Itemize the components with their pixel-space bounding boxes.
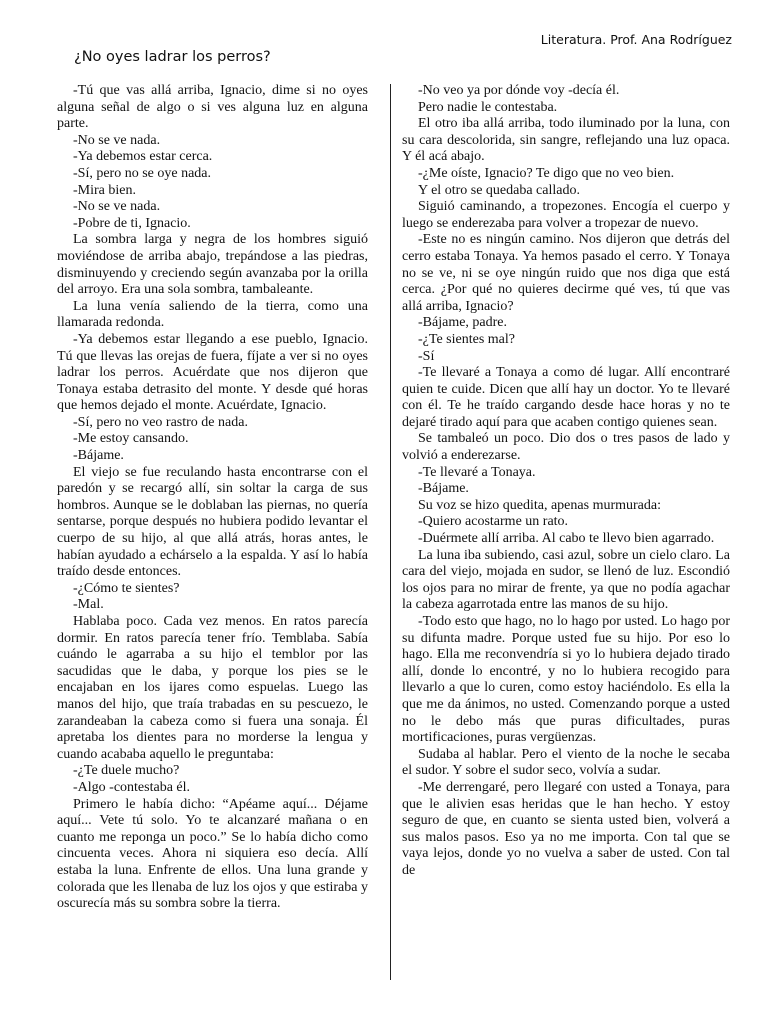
paragraph: -¿Cómo te sientes? bbox=[73, 580, 180, 596]
paragraph: -Me derrengaré, pero llegaré con usted a Tonaya, para que le alivien esas heridas que le han hecho. Y estoy seguro de que, en cuanto se sienta usted bien, volverá a sus malos pasos. Eso ya no me importa. Con tal que se vaya lejos, donde yo no vuelva a saber de usted. Con tal de bbox=[402, 779, 730, 878]
story-title: ¿No oyes ladrar los perros? bbox=[74, 49, 271, 65]
paragraph: -Mira bien. bbox=[73, 182, 136, 198]
paragraph: Siguió caminando, a tropezones. Encogía el cuerpo y luego se enderezaba para volver a tropezar de nuevo. bbox=[402, 199, 730, 231]
paragraph: -Sí bbox=[418, 348, 435, 364]
paragraph: -¿Me oíste, Ignacio? Te digo que no veo bien. bbox=[418, 165, 675, 181]
paragraph: -Bájame. bbox=[73, 448, 124, 464]
page-header: Literatura. Prof. Ana Rodríguez bbox=[540, 32, 732, 47]
paragraph: -Algo -contestaba él. bbox=[73, 779, 191, 795]
paragraph: -Pobre de ti, Ignacio. bbox=[73, 215, 191, 231]
paragraph: -Ya debemos estar cerca. bbox=[73, 149, 213, 165]
paragraph: -¿Te duele mucho? bbox=[73, 763, 180, 779]
paragraph: La luna iba subiendo, casi azul, sobre un cielo claro. La cara del viejo, mojada en sudor, se llenó de luz. Escondió los ojos para no mirar de frente, ya que no podía agachar la cabeza agarrotada entre las manos de su hijo. bbox=[402, 547, 730, 613]
paragraph: -¿Te sientes mal? bbox=[418, 331, 515, 347]
paragraph: -Duérmete allí arriba. Al cabo te llevo bien agarrado. bbox=[418, 531, 715, 547]
paragraph: -Tú que vas allá arriba, Ignacio, dime si no oyes alguna señal de algo o si ves alguna luz en alguna parte. bbox=[57, 83, 368, 132]
paragraph: Sudaba al hablar. Pero el viento de la noche le secaba el sudor. Y sobre el sudor seco, volvía a sudar. bbox=[402, 746, 730, 779]
paragraph: Su voz se hizo quedita, apenas murmurada: bbox=[418, 497, 661, 513]
paragraph: -Todo esto que hago, no lo hago por usted. Lo hago por su difunta madre. Porque usted fue su hijo. Por eso lo hago. Ella me reconvendría si yo lo hubiera dejado tirado allí, donde lo encontré, y no lo hubiera recogido para llevarlo a que lo curen, como estoy haciéndolo. Es ella la que me da ánimos, no usted. Comenzando porque a usted no le debo más que puras dificultades, puras mortificaciones, puras vergüenzas. bbox=[402, 614, 730, 746]
paragraph: -Te llevaré a Tonaya a como dé lugar. Allí encontraré quien te cuide. Dicen que allí hay un doctor. Yo te llevaré con él. Te he traído cargando desde hace horas y no te dejaré tirado aquí para que acaben contigo quienes sean. bbox=[402, 365, 730, 430]
paragraph: -No se ve nada. bbox=[73, 132, 161, 148]
right-column bbox=[402, 83, 730, 880]
paragraph: La sombra larga y negra de los hombres siguió moviéndose de arriba abajo, trepándose a las piedras, disminuyendo y creciendo según avanzaba por la orilla del arroyo. Era una sola sombra, tambaleante. bbox=[57, 232, 368, 298]
paragraph: El otro iba allá arriba, todo iluminado por la luna, con su cara descolorida, sin sangre, reflejando una luz opaca. Y él acá abajo. bbox=[402, 116, 730, 165]
paragraph: El viejo se fue reculando hasta encontrarse con el paredón y se recargó allí, sin soltar la carga de sus hombros. Aunque se le doblaban las piernas, no quería sentarse, porque después no hubiera podido levantar el cuerpo de su hijo, al que allá atrás, horas antes, le habían ayudado a echárselo a la espalda. Y así lo había traído desde entonces. bbox=[57, 464, 368, 580]
paragraph: -Ya debemos estar llegando a ese pueblo, Ignacio. Tú que llevas las orejas de fuera, fíjate a ver si no oyes ladrar los perros. Acuérdate que nos dijeron que Tonaya estaba detrasito del monte. Y desde qué horas que hemos dejado el monte. Acuérdate, Ignacio. bbox=[57, 331, 368, 414]
paragraph: -No veo ya por dónde voy -decía él. bbox=[418, 83, 620, 98]
paragraph: -Bájame, padre. bbox=[418, 315, 508, 331]
paragraph: -Quiero acostarme un rato. bbox=[418, 514, 569, 530]
paragraph: -No se ve nada. bbox=[73, 199, 161, 215]
paragraph: -Este no es ningún camino. Nos dijeron que detrás del cerro estaba Tonaya. Ya hemos pasado el cerro. Y Tonaya no se ve, ni se oye ningún ruido que nos diga que está cerca. ¿Por qué no quieres decirme qué ves, tú que vas allá arriba, Ignacio? bbox=[402, 232, 730, 314]
paragraph: -Sí, pero no veo rastro de nada. bbox=[73, 414, 248, 430]
left-column bbox=[57, 83, 368, 913]
paragraph: Pero nadie le contestaba. bbox=[418, 99, 558, 115]
paragraph: -Sí, pero no se oye nada. bbox=[73, 165, 212, 181]
paragraph: Se tambaleó un poco. Dio dos o tres pasos de lado y volvió a enderezarse. bbox=[402, 431, 730, 464]
paragraph: -Bájame. bbox=[418, 481, 469, 497]
paragraph: -Me estoy cansando. bbox=[73, 431, 189, 447]
paragraph: -Mal. bbox=[73, 597, 104, 613]
paragraph: -Te llevaré a Tonaya. bbox=[418, 464, 536, 480]
paragraph: Primero le había dicho: “Apéame aquí... Déjame aquí... Vete tú solo. Yo te alcanzaré mañana o en cuanto me reponga un poco.” Se lo había dicho como cincuenta veces. Ahora ni siquiera eso decía. Allí estaba la luna. Enfrente de ellos. Una luna grande y colorada que les llenaba de luz los ojos y que estiraba y oscurecía más su sombra sobre la tierra. bbox=[57, 796, 368, 912]
paragraph: Y el otro se quedaba callado. bbox=[418, 182, 580, 198]
column-divider bbox=[390, 84, 391, 980]
paragraph: La luna venía saliendo de la tierra, como una llamarada redonda. bbox=[57, 298, 368, 331]
paragraph: Hablaba poco. Cada vez menos. En ratos parecía dormir. En ratos parecía tener frío. Temblaba. Sabía cuándo le agarraba a su hijo el temblor por las sacudidas que le daba, y porque los pies se le encajaban en los ijares como espuelas. Luego las manos del hijo, que traía trabadas en su pescuezo, le zarandeaban la cabeza como si fuera una sonaja. Él apretaba los dientes para no morderse la lengua y cuando acababa aquello le preguntaba: bbox=[57, 614, 368, 762]
